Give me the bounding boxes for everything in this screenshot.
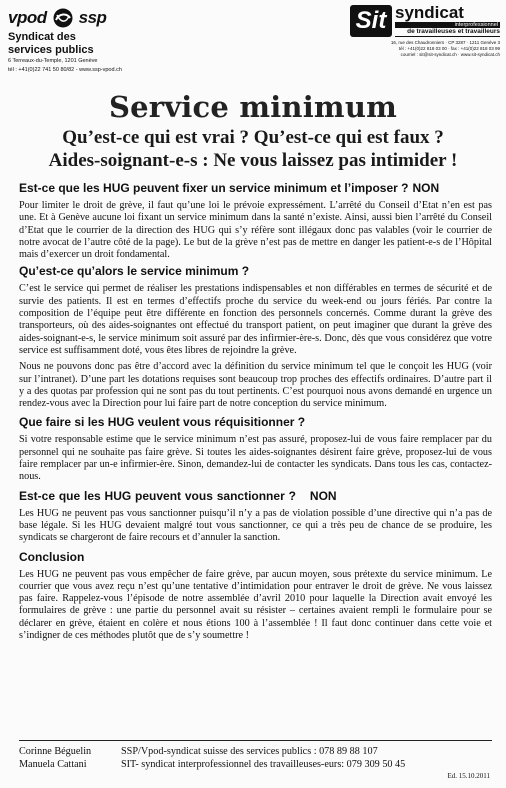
org-address: 6 Terreaux-du-Temple, 1201 Genève <box>8 58 98 64</box>
edition-date: Ed. 15.10.2011 <box>447 772 490 780</box>
knot-logo-icon <box>51 7 75 29</box>
org-contact: tél : +41(0)22 741 50 80/82 - www.ssp-vpod.ch <box>8 67 122 73</box>
contact-name: Manuela Cattani <box>19 759 87 770</box>
section-heading: Que faire si les HUG veulent vous réquisitionner ? <box>19 415 306 430</box>
section-heading: Est-ce que les HUG peuvent fixer un service minimum et l’imposer ? NON <box>19 181 440 195</box>
ssp-vpod-header <box>8 6 178 74</box>
sit-syndicat-text: syndicat <box>395 3 464 22</box>
org-name-line2: services publics <box>8 44 94 56</box>
sit-address-1: 16, rue des Chaudronniers · CP 3287 · 1211 Genève 3 <box>390 40 500 45</box>
section-paragraph: C’est le service qui permet de réaliser les prestations indispensables et non différables en termes de sécurité et de survie des patients. Il est en termes d’effectifs proche du service du week-end ou jours fériés. Par contre la composition de l’équipe peut être différente en fonction des personnels concernés. Comme durant la grève des transporteurs, où des aides-soignantes ont effectué du transport patient, on peut imaginer que durant la grève des aides-soignant-e-s, le service minimum soit assuré par des infirmier-ère-s. Donc, dès que vous considérez que votre service est suffisamment doté, vous êtes libres de rejoindre la grève. <box>19 283 492 356</box>
sit-address-3: courriel : sit@sit-syndicat.ch · www.sit-syndicat.ch <box>400 52 500 57</box>
contact-name: Corinne Béguelin <box>19 746 92 757</box>
answer-badge: NON <box>412 181 440 195</box>
section-conclusion <box>19 549 492 643</box>
page-title: Service minimum <box>108 90 397 124</box>
section-paragraph: Pour limiter le droit de grève, il faut qu’une loi le prévoie expressément. L’arrêté du Conseil d’Etat n’en est pas une. Et à Genève aucune loi fixant un service minimum dans la santé n’existe. Ainsi, aussi bien l’arrêté du Conseil d’Etat que le courrier de la direction des HUG qui s’y réfère sont illégaux donc pas valables (voir le courrier de notre avocat de l’autre côté de la page). Le but de la grève n’est pas de mettre en danger les patient-e-s de l’Hôpital mais d’exercer un droit fondamental. <box>19 200 492 261</box>
section-requisition <box>19 414 492 483</box>
article-body <box>19 178 492 646</box>
section-paragraph: Les HUG ne peuvent pas vous sanctionner puisqu’il n’y a pas de violation possible d’une directive qui n’a pas de base légale. Si les HUG devaient malgré tout vous sanctionner, ce qui a très peu de chance de se produire, les syndicats se chargeront de faire recours et d’annuler la sanction. <box>19 507 492 544</box>
sit-logo: Sit <box>350 5 392 37</box>
section-heading: Est-ce que les HUG peuvent vous sanctionner ? NON <box>19 488 337 503</box>
section-fixer-service <box>19 180 492 261</box>
contact-footer <box>19 740 492 780</box>
ssp-vpod-logo <box>8 6 178 30</box>
logo-vpod-text: vpod <box>8 8 47 27</box>
section-heading: Qu’est-ce qu’alors le service minimum ? <box>19 264 250 279</box>
sit-trav-text: de travailleuses et travailleurs <box>395 28 500 37</box>
contact-row <box>19 758 492 771</box>
subtitle-1: Qu’est-ce qui est vrai ? Qu’est-ce qui est faux ? <box>62 127 444 148</box>
sit-header <box>350 4 500 58</box>
logo-ssp-text: ssp <box>78 8 107 27</box>
sit-bar-text: interprofessionnel <box>395 22 500 28</box>
section-heading: Conclusion <box>19 549 85 564</box>
section-sanction <box>19 488 492 545</box>
contact-desc: SIT- syndicat interprofessionnel des travailleuses-eurs: 079 309 50 45 <box>121 759 406 770</box>
section-paragraph: Les HUG ne peuvent pas vous empêcher de faire grève, par aucun moyen, sous prétexte du service minimum. Le courrier que vous avez reçu n’est qu’une tentative d’intimidation pour entraver le droit de grève. Ne vous laissez pas faire. Rappelez-vous l’épisode de notre assemblée d’avril 2010 pour laquelle la Direction avait envoyé les formulaires de grève : une partie du personnel avait su résister – certaines avaient rempli le formulaire pour se déclarer en grève, étaient en colère et nous étions 100 à l’assemblée ! Il faut donc continuer dans cette voie et s’indigner de ces méthodes plutôt que de s’y soumettre ! <box>19 568 492 642</box>
contact-row <box>19 745 492 758</box>
section-paragraph: Si votre responsable estime que le service minimum n’est pas assuré, proposez-lui de vous faire remplacer par du personnel qui ne souhaite pas faire grève. Si toutes les aides-soignantes désirent faire grève, proposez-lui de vous faire remplacer par un-e infirmier-ère. Sinon, demandez-lui de contacter les syndicats. Dans tous les cas, contactez-nous. <box>19 434 492 483</box>
org-name-line1: Syndicat des <box>8 31 76 43</box>
section-paragraph: Nous ne pouvons donc pas être d’accord avec la définition du service minimum tel que le conçoit les HUG (voir sur l’intranet). D’une part les dotations requises sont beaucoup trop proches des effectifs ordinaires. D’autre part il y a des quotas par profession qui ne sont pas du tout pertinents. C’est pourquoi nous avons demandé en urgence un rendez-vous avec la Direction pour lui faire part de notre conception du service minimum. <box>19 361 492 410</box>
answer-badge: NON <box>309 488 337 503</box>
section-definition <box>19 263 492 410</box>
sit-address-2: tél : +41(0)22 818 03 00 · fax : +41(0)22 818 03 99 <box>398 46 500 51</box>
subtitle-2: Aides-soignant-e-s : Ne vous laissez pas intimider ! <box>48 150 458 171</box>
contact-desc: SSP/Vpod-syndicat suisse des services publics : 078 89 88 107 <box>121 746 378 757</box>
